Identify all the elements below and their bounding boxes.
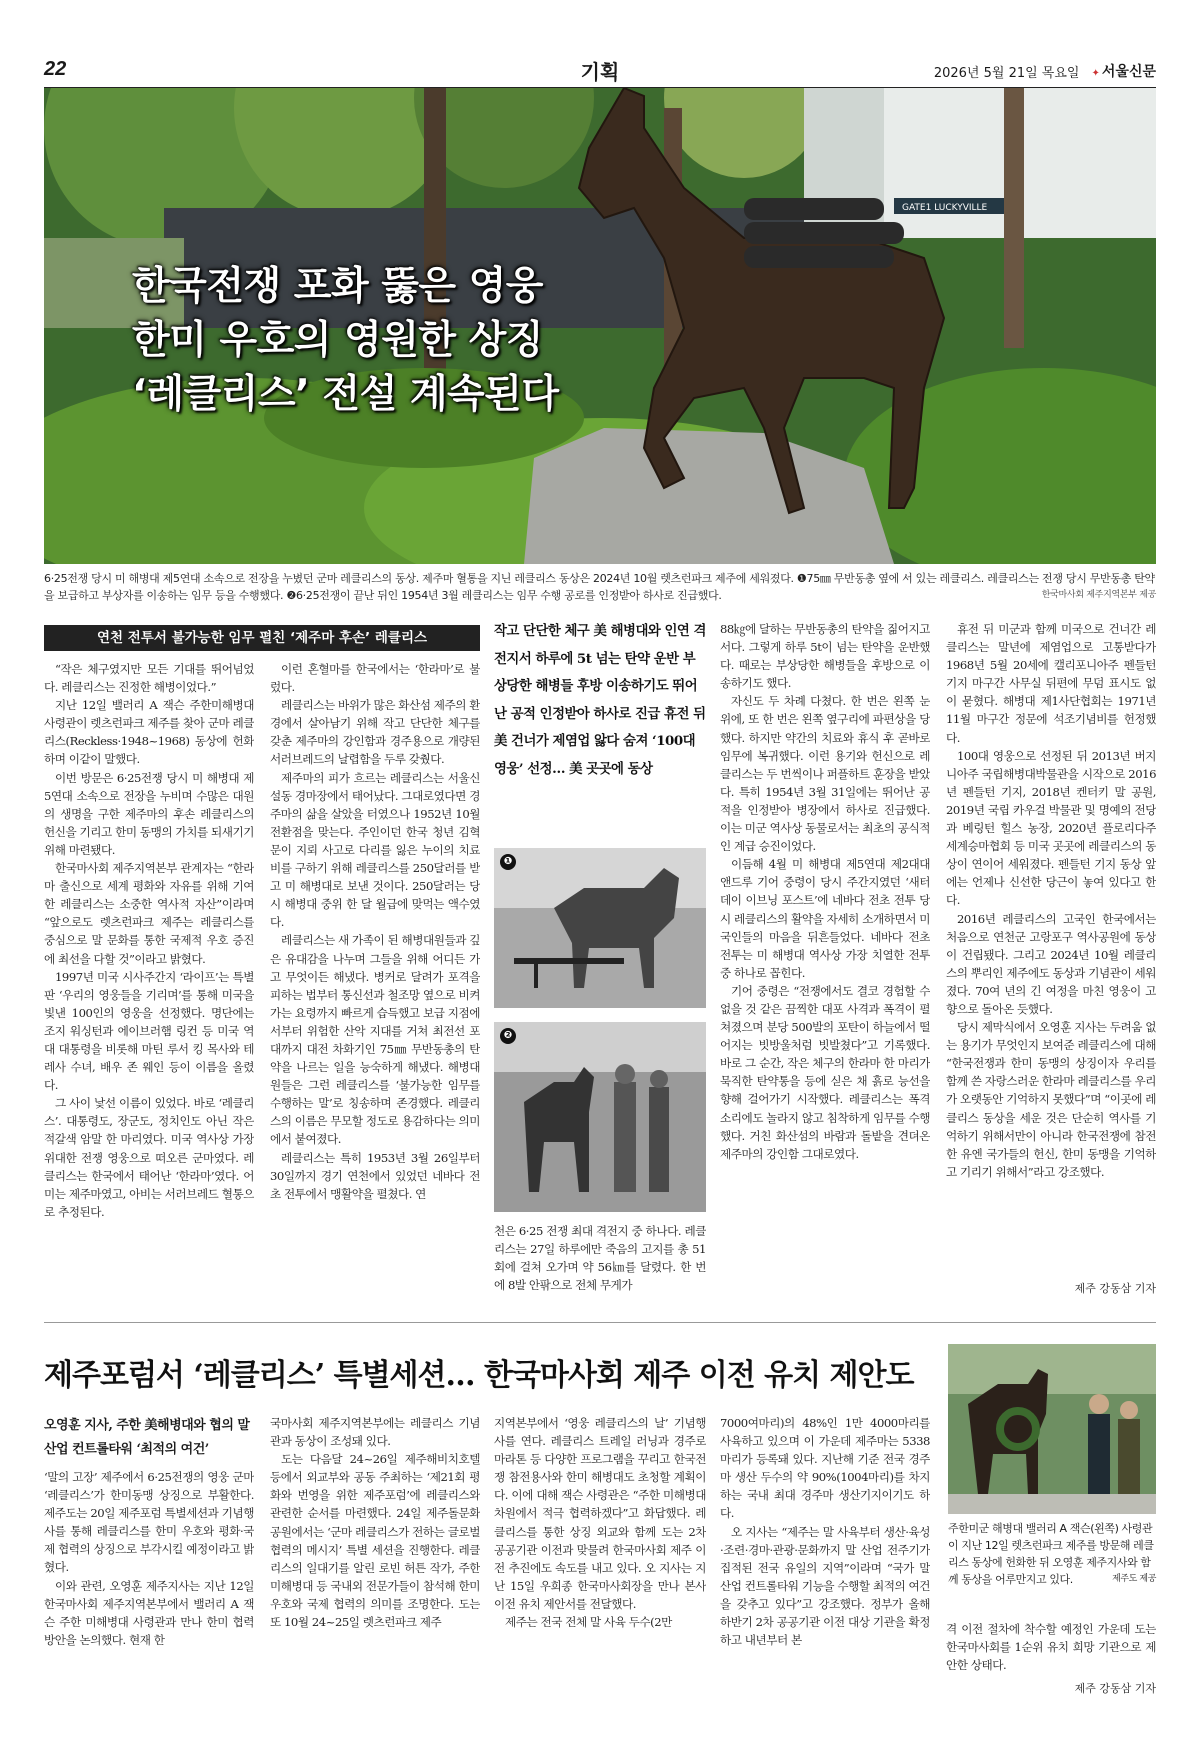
page-number: 22 (44, 58, 67, 80)
hero-caption-text: 6·25전쟁 당시 미 해병대 제5연대 소속으로 전장을 누볐던 군마 레클리스의 동상. 제주마 혈통을 지닌 레클리스 동상은 2024년 10월 렛츠런파크 제주에 세워졌다. ❶75㎜ 무반동총 옆에 서 있는 레클리스. 레클리스는 전쟁 당시 무반동총 탄약을 보급하고 부상자를 이송하는 임무 등을 수행했다. ❷6·25전쟁이 끝난 뒤인 1954년 3월 레클리스는 임무 수행 공로를 인정받아 하사로 진급했다. (44, 572, 1155, 602)
paragraph: 휴전 뒤 미군과 함께 미국으로 건너간 레클리스는 말년에 제염업으로 고통받다가 1968년 5월 20세에 캘리포니아주 펜들턴 기지 마구간 사무실 뒤편에 무덤 표시도 없이 묻혔다. 해병대 제1사단협회는 1971년 11월 마구간 정문에 석조기념비를 헌정했다. (946, 622, 1156, 745)
article-column-1 (44, 660, 254, 1296)
paragraph: 자신도 두 차례 다쳤다. 한 번은 왼쪽 눈 위에, 또 한 번은 왼쪽 옆구리에 파편상을 당했다. 하지만 약간의 치료와 휴식 후 곧바로 임무에 복귀했다. 이런 용기와 헌신으로 레클리스는 두 번씩이나 퍼플하트 훈장을 받았다. 특히 1954년 3월 31일에는 뛰어난 공적을 인정받아 병장에서 하사로 진급했다. 이는 미군 역사상 동물로서는 최초의 공식적인 계급 승진이었다. (720, 694, 930, 854)
paragraph: 제주는 전국 전체 말 사육 두수(2만 (505, 1615, 672, 1630)
second-photo (948, 1344, 1156, 1514)
paragraph: 레클리스는 새 가족이 된 해병대원들과 깊은 유대감을 나누며 그들을 위해 어디든 가고 무엇이든 해냈다. 병커로 달려가 포격을 피하는 법부터 통신선과 철조망 옆으로 비켜가는 요령까지 빠르게 습득했고 보급 지점에서부터 위험한 산악 지대를 거쳐 최전선 포대까지 대전 차화기인 75㎜ 무반동총의 탄약을 나르는 일을 능숙하게 해냈다. 해병대원들은 그런 레클리스를 ‘불가능한 임무를 수행하는 말’로 칭송하며 존경했다. 레클리스의 이름은 무모할 정도로 용감하다는 의미에서 붙여졌다. (270, 933, 480, 1147)
second-deck: 오영훈 지사, 주한 美해병대와 협의 말 산업 컨트롤타워 ‘최적의 여건’ (44, 1418, 250, 1457)
issue-date: 2026년 5월 21일 목요일 (933, 65, 1080, 81)
paragraph: 88㎏에 달하는 무반동총의 탄약을 짊어지고서다. 그렇게 하루 5t이 넘는 탄약을 운반했다. 때로는 부상당한 해병들을 후방으로 이송하기도 했다. (720, 622, 930, 691)
article-column-4 (720, 620, 930, 1296)
paragraph: 레클리스는 특히 1953년 3월 26일부터 30일까지 경기 연천에서 있었던 네바다 전초 전투에서 맹활약을 펼쳤다. 연 (270, 1150, 480, 1201)
paragraph: “작은 체구였지만 모든 기대를 뛰어넘었다. 레클리스는 진정한 해병이었다.” (44, 662, 254, 695)
inset-photo-2 (494, 1022, 706, 1212)
inset-number: ❶ (500, 854, 516, 870)
paragraph: 1997년 미국 시사주간지 ‘라이프’는 특별판 ‘우리의 영웅들을 기리며’를 통해 미국을 빛낸 100인의 영웅을 선정했다. 명단에는 조지 워싱턴과 에이브러햄 링컨 등 미국 역대 대통령을 비롯해 마틴 루서 킹 목사와 테레사 수녀, 배우 존 웨인 등이 이름을 올렸다. (44, 969, 254, 1093)
second-photo-caption (948, 1520, 1156, 1588)
page-header (44, 56, 1156, 88)
article-column-2 (270, 660, 480, 1296)
headline-line: 한미 우호의 영원한 상징 (132, 318, 543, 363)
paragraph: 도는 다음달 24~26일 제주해비치호텔 등에서 외교부와 공동 주최하는 ‘제21회 평화와 번영을 위한 제주포럼’에 레클리스와 관련한 순서를 마련했다. 24일 제주돌문화공원에서는 ‘군마 레클리스가 전하는 글로벌 협력의 메시지’ 특별 세션을 진행한다. 레클리스의 일대기를 알린 로빈 허튼 작가, 주한 미해병대 등 국내외 전문가들이 참석해 한미 우호와 국제 협력의 의미를 조명한다. 도는 또 10월 24~25일 렛츠런파크 제주 (270, 1452, 480, 1630)
wreath-ceremony-photo (948, 1344, 1156, 1514)
paragraph: 이런 혼혈마를 한국에서는 ‘한라마’로 불렀다. (270, 662, 480, 695)
inset-number: ❷ (500, 1028, 516, 1044)
gate-sign: GATE1 LUCKYVILLE (902, 203, 988, 213)
sub-headline-banner: 연천 전투서 불가능한 임무 펼친 ‘제주마 후손’ 레클리스 (44, 625, 480, 651)
paragraph: 레클리스는 바위가 많은 화산섬 제주의 환경에서 살아남기 위해 작고 단단한 체구를 갖춘 제주마의 강인함과 경주용으로 개량된 서러브레드의 날렵함을 두루 갖췄다. (270, 698, 480, 767)
horse-with-rifle-photo (494, 848, 706, 1008)
article-column-5 (946, 620, 1156, 1278)
header-meta (934, 61, 1156, 81)
promotion-ceremony-photo (494, 1022, 706, 1212)
photo-credit: 제주도 제공 (1112, 1574, 1156, 1584)
paragraph: 이번 방문은 6·25전쟁 당시 미 해병대 제5연대 소속으로 전장을 누비며 수많은 대원의 생명을 구한 제주마의 후손 레클리스의 헌신을 기리고 한미 동맹의 가치를 되새기기 위해 마련됐다. (44, 770, 254, 857)
byline: 제주 강동삼 기자 (1074, 1282, 1156, 1295)
paragraph: 국마사회 제주지역본부에는 레클리스 기념관과 동상이 조성돼 있다. (270, 1416, 480, 1449)
inset-photo-1 (494, 848, 706, 1008)
paragraph: 격 이전 절차에 착수할 예정인 가운데 도는 한국마사회를 1순위 유치 희망 기관으로 제안한 상태다. (946, 1622, 1156, 1673)
paragraph: 지난 12일 밸러리 A 잭슨 주한미해병대 사령관이 렛츠런파크 제주를 찾아 군마 레클리스(Reckless·1948~1968) 동상에 헌화하며 이같이 말했다. (44, 698, 254, 767)
caption-text: 주한미군 해병대 밸러리 A 잭슨(왼쪽) 사령관이 지난 12일 렛츠런파크 제주를 방문해 레클리스 동상에 헌화한 뒤 오영훈 제주지사와 함께 동상을 어루만지고 있다. (948, 1522, 1154, 1586)
paragraph: 2016년 레클리스의 고국인 한국에서는 처음으로 연천군 고랑포구 역사공원에 동상이 건립됐다. 그리고 2024년 10월 레클리스의 뿌리인 제주에도 동상과 기념관이 세워졌다. 70여 년의 긴 여정을 마친 영웅이 고향으로 돌아온 듯했다. (946, 911, 1156, 1016)
pull-quote-headline: 작고 단단한 체구 美 해병대와 인연 격전지서 하루에 5t 넘는 탄약 운반 부상당한 해병들 후방 이송하기도 뛰어난 공적 인정받아 하사로 진급 휴전 뒤 美 건너가 제염업 앓다 숨져 ‘100대 영웅’ 선정… 美 곳곳에 동상 (494, 623, 706, 777)
paragraph: 천은 6·25 전쟁 최대 격전지 중 하나다. 레클리스는 27일 하루에만 죽음의 고지를 총 51회에 걸쳐 오가며 약 56㎞를 달렸다. 한 번에 8발 안팎으로 전체 무게가 (494, 1224, 706, 1293)
headline-line: ‘레클리스’ 전설 계속된다 (132, 372, 559, 417)
paragraph: 오 지사는 “제주는 말 사육부터 생산·육성·조련·경마·관광·문화까지 말 산업 전주기가 집적된 전국 유일의 지역”이라며 “국가 말 산업 컨트롤타워 기능을 수행할 최적의 여건을 갖추고 있다”고 강조했다. 정부가 올해 하반기 2차 공공기관 이전 대상 기관을 확정하고 내년부터 본 (720, 1524, 930, 1648)
section-divider (44, 1322, 1156, 1323)
hero-photo (44, 88, 1156, 564)
paragraph: 한국마사회 제주지역본부 관계자는 “한라마 출신으로 세계 평화와 자유를 위해 기여한 레클리스는 소중한 역사적 자산”이라며 “앞으로도 렛츠런파크 제주는 레클리스를 중심으로 말 문화를 통한 국제적 우호 증진에 최선을 다할 것”이라고 밝혔다. (44, 861, 254, 966)
headline-line: 한국전쟁 포화 뚫은 영웅 (132, 264, 543, 309)
second-headline: 제주포럼서 ‘레클리스’ 특별세션… 한국마사회 제주 이전 유치 제안도 (44, 1358, 914, 1393)
hero-caption (44, 570, 1156, 604)
paragraph: 그 사이 낯선 이름이 있었다. 바로 ‘레클리스’. 대통령도, 장군도, 정치인도 아닌 작은 적갈색 암말 한 마리였다. 미국 역사상 가장 위대한 전쟁 영웅으로 떠오른 군마였다. 레클리스는 한국에서 태어난 ‘한라마’였다. 어미는 제주마였고, 아비는 서러브레드 혈통으로 추정된다. (44, 1096, 254, 1219)
photo-credit: 한국마사회 제주지역본부 제공 (1041, 590, 1156, 600)
paragraph: 이듬해 4월 미 해병대 제5연대 제2대대 앤드루 기어 중령이 당시 주간지였던 ‘새터데이 이브닝 포스트’에 네바다 전초 전투 당시 레클리스의 활약을 자세히 소개하면서 미국인들의 마음을 뒤흔들었다. 네바다 전초 전투는 미 해병대 역사상 가장 치열한 전투 중 하나로 꼽힌다. (720, 857, 930, 980)
paragraph: 100대 영웅으로 선정된 뒤 2013년 버지니아주 국립해병대박물관을 시작으로 2016년 펜들턴 기지, 2018년 켄터키 말 공원, 2019년 국립 카우걸 박물관 및 명예의 전당과 베링턴 힐스 농장, 2020년 플로리다주 세계승마협회 등 미국 곳곳에 레클리스의 동상이 연이어 세워졌다. 펜들턴 기지 동상 앞에는 언제나 신선한 당근이 놓여 있다고 한다. (946, 748, 1156, 908)
second-column-3 (494, 1414, 706, 1698)
second-column-1 (44, 1468, 254, 1698)
paragraph: 당시 제막식에서 오영훈 지사는 두려움 없는 용기가 무엇인지 보여준 레클리스에 대해 “한국전쟁과 한미 동맹의 상징이자 우리를 함께 쓴 자랑스러운 한라마 레클리스를 우리가 오랫동안 기억하지 못했다”며 “이곳에 레클리스 동상을 세운 것은 단순히 역사를 기억하기 위해서만이 아니라 한국전쟁에 참전한 유엔 국가들의 헌신, 한미 동맹을 기억하고 기리기 위해서”라고 강조했다. (946, 1020, 1156, 1179)
section-title: 기획 (580, 60, 620, 84)
article-column-3-bottom (494, 1222, 706, 1296)
second-column-5-bottom (946, 1620, 1156, 1680)
masthead-logo: ✦ 서울신문 (1092, 61, 1157, 81)
byline: 제주 강동삼 기자 (1074, 1682, 1156, 1695)
hero-headline (132, 260, 559, 422)
paragraph: ‘말의 고장’ 제주에서 6·25전쟁의 영웅 군마 ‘레클리스’가 한미동맹 상징으로 부활한다. 제주도는 20일 제주포럼 특별세션과 기념행사를 통해 레클리스를 한미 우호와 평화·국제 협력의 상징으로 부각시킬 예정이라고 밝혔다. (44, 1470, 254, 1575)
second-column-2 (270, 1414, 480, 1698)
paragraph: 제주마의 피가 흐르는 레클리스는 서울신설동 경마장에서 태어났다. 그대로였다면 경주마의 삶을 살았을 터였으나 1952년 10월 전환점을 맞는다. 주인이던 한국 청년 김혁문이 지뢰 사고로 다리를 잃은 누이의 치료비를 구하기 위해 레클리스를 250달러를 받고 미 해병대로 보낸 것이다. 250달러는 당시 해병대 중위 한 달 월급에 맞먹는 액수였다. (270, 770, 480, 930)
second-column-4 (720, 1414, 930, 1698)
paragraph: 기어 중령은 “전쟁에서도 결코 경험할 수 없을 것 같은 끔찍한 대포 사격과 폭격이 펼쳐졌으며 분당 500발의 포탄이 하늘에서 떨어지는 빗방울처럼 빗발쳤다”고 기록했다. 바로 그 순간, 작은 체구의 한라마 한 마리가 묵직한 탄약통을 등에 싣은 채 흙로 능선을 향해 걸어가기 시작했다. 레클리스는 폭격 소리에도 놀라지 않고 침착하게 임무를 수행했다. 거친 화산섬의 바람과 돌밭을 견뎌온 제주마의 강인함 그대로였다. (720, 983, 930, 1161)
paragraph: 지역본부에서 ‘영웅 레클리스의 날’ 기념행사를 연다. 레클리스 트레일 러닝과 경주로 마라톤 등 다양한 프로그램을 꾸리고 한국전쟁 참전용사와 한미 해병대도 초청할 계획이다. 이에 대해 잭슨 사령관은 “주한 미해병대 차원에서 적극 협력하겠다”고 화답했다. 레클리스를 통한 상징 외교와 함께 도는 2차 공공기관 이전과 맞물려 한국마사회 제주 이전 추진에도 속도를 내고 있다. 오 지사는 지난 15일 우희종 한국마사회장을 만나 본사 이전 유치 제안서를 전달했다. (494, 1416, 706, 1611)
paragraph: 이와 관련, 오영훈 제주지사는 지난 12일 한국마사회 제주지역본부에서 밸러리 A 잭슨 주한 미해병대 사령관과 만나 한미 협력 방안을 논의했다. 현재 한 (44, 1578, 254, 1647)
paragraph: 7000여마리)의 48%인 1만 4000마리를 사육하고 있으며 이 가운데 제주마는 5338마리가 등록돼 있다. 지난해 기준 전국 경주마 생산 두수의 약 90%(1004마리)를 차지하는 국내 최대 경주마 생산기지이기도 하다. (720, 1416, 930, 1521)
